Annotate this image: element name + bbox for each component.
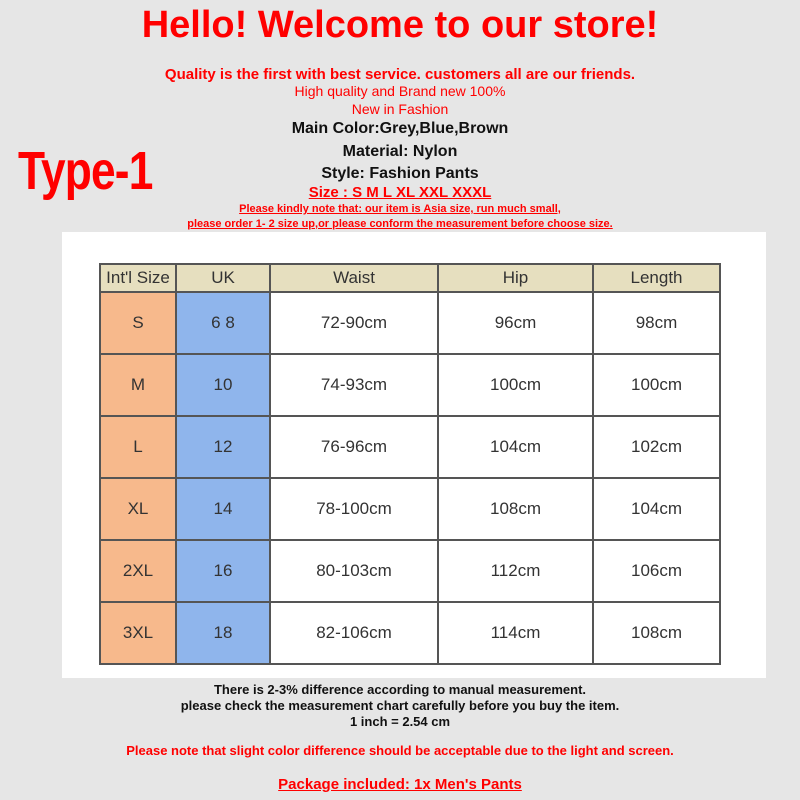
table-row [100,416,720,478]
cell-length: 104cm [593,478,720,540]
cell-size: S [100,292,176,354]
cell-hip: 96cm [438,292,593,354]
check-chart-note: please check the measurement chart carefully before you buy the item. [180,698,620,713]
tagline-quality: Quality is the first with best service. customers all are our friends. [164,66,636,83]
cell-length: 102cm [593,416,720,478]
header-uk: UK [176,264,270,292]
cell-uk: 14 [176,478,270,540]
cell-hip: 104cm [438,416,593,478]
store-title: Hello! Welcome to our store! [141,4,659,46]
size-up-note: please order 1- 2 size up,or please conform the measurement before choose size. [187,218,613,230]
tagline-new-fashion: New in Fashion [351,101,449,117]
inch-conversion: 1 inch = 2.54 cm [349,714,451,729]
cell-hip: 108cm [438,478,593,540]
cell-size: XL [100,478,176,540]
size-chart-panel [62,232,766,678]
cell-size: M [100,354,176,416]
header-intl-size: Int'l Size [100,264,176,292]
cell-uk: 10 [176,354,270,416]
cell-length: 100cm [593,354,720,416]
cell-uk: 18 [176,602,270,664]
cell-size: L [100,416,176,478]
package-included: Package included: 1x Men's Pants [278,776,522,793]
cell-length: 98cm [593,292,720,354]
table-header-row [100,264,720,292]
cell-size: 3XL [100,602,176,664]
cell-hip: 114cm [438,602,593,664]
table-row [100,540,720,602]
style-spec: Style: Fashion Pants [321,165,479,182]
header-hip: Hip [438,264,593,292]
table-row [100,602,720,664]
size-chart-table [99,263,721,665]
cell-uk: 12 [176,416,270,478]
header-length: Length [593,264,720,292]
main-color-spec: Main Color:Grey,Blue,Brown [291,120,509,137]
cell-uk: 16 [176,540,270,602]
table-row [100,292,720,354]
cell-waist: 82-106cm [270,602,438,664]
cell-waist: 74-93cm [270,354,438,416]
header-waist: Waist [270,264,438,292]
type-label: Type-1 [18,141,153,201]
cell-waist: 72-90cm [270,292,438,354]
cell-size: 2XL [100,540,176,602]
table-row [100,478,720,540]
cell-uk: 6 8 [176,292,270,354]
cell-waist: 78-100cm [270,478,438,540]
asia-size-note: Please kindly note that: our item is Asia size, run much small, [239,203,561,215]
table-row [100,354,720,416]
color-difference-note: Please note that slight color difference should be acceptable due to the light and screen. [126,743,674,758]
cell-length: 106cm [593,540,720,602]
cell-waist: 76-96cm [270,416,438,478]
tagline-brand-new: High quality and Brand new 100% [294,83,506,99]
cell-hip: 112cm [438,540,593,602]
cell-length: 108cm [593,602,720,664]
measurement-difference-note: There is 2-3% difference according to manual measurement. [213,682,587,697]
cell-hip: 100cm [438,354,593,416]
size-options: Size : S M L XL XXL XXXL [308,184,492,201]
material-spec: Material: Nylon [342,143,458,160]
cell-waist: 80-103cm [270,540,438,602]
